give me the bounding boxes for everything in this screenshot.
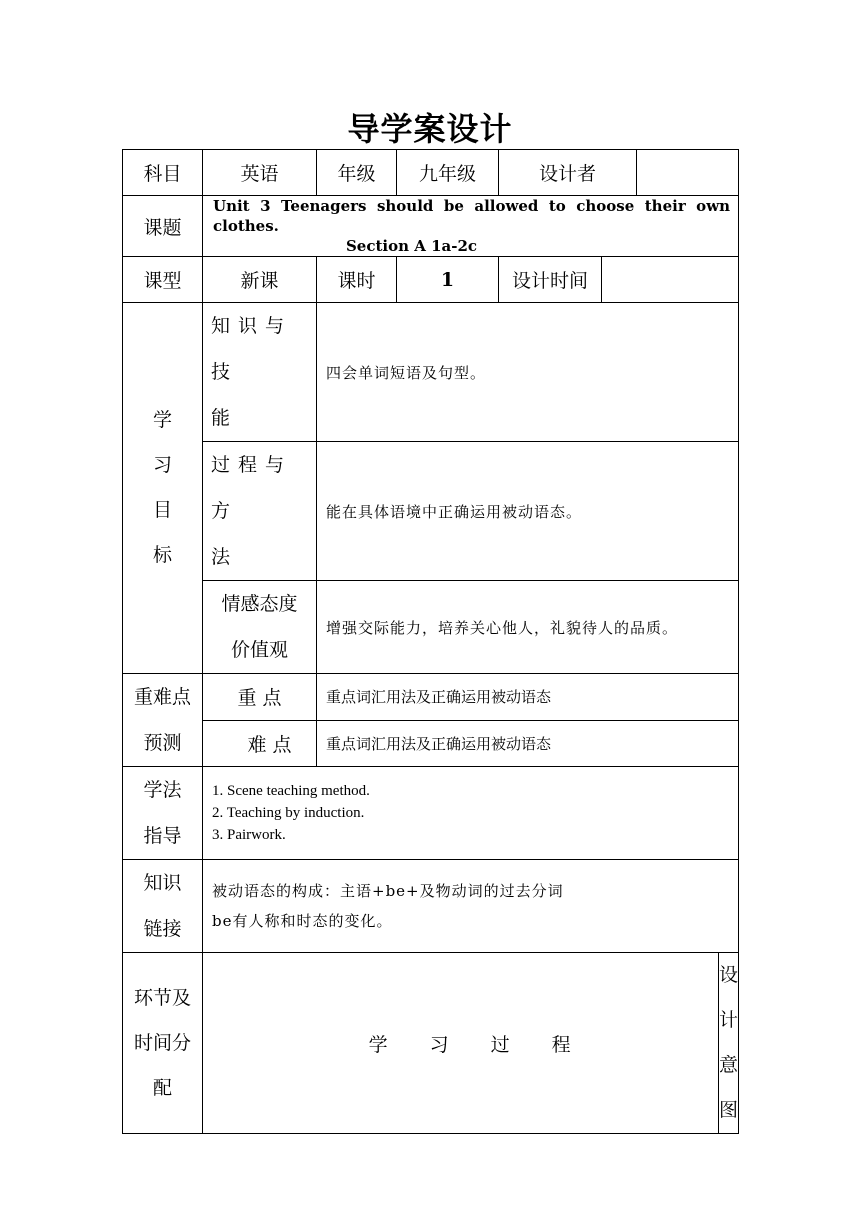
objectives-label (123, 303, 203, 674)
method-item-2: 2. Teaching by induction. (212, 805, 365, 821)
grade-value: 九年级 (397, 150, 499, 196)
objective-text-attitude: 增强交际能力，培养关心他人，礼貌待人的品质。 (317, 581, 739, 674)
designer-value (637, 150, 739, 196)
objectives-char-4: 标 (152, 544, 172, 566)
grade-label: 年级 (317, 150, 397, 196)
topic-cell (203, 196, 739, 257)
type-label: 课型 (123, 257, 203, 303)
subject-value: 英语 (203, 150, 317, 196)
key-point-label: 重 点 (203, 674, 317, 721)
learning-process-title: 学 习 过 程 (203, 953, 719, 1134)
objectives-char-1: 学 (152, 409, 172, 431)
difficult-point-text: 重点词汇用法及正确运用被动语态 (317, 720, 739, 767)
period-label: 课时 (317, 257, 397, 303)
subject-label: 科目 (123, 150, 203, 196)
methods-list (203, 767, 739, 860)
page-title: 导学案设计 (347, 110, 513, 148)
objectives-char-3: 目 (152, 499, 172, 521)
knowledge-line1: 被动语态的构成：主语+be+及物动词的过去分词 (212, 882, 564, 900)
objective-text-process: 能在具体语境中正确运用被动语态。 (317, 442, 739, 581)
topic-line1: Unit 3 Teenagers should be allowed to choose their own clothes. (213, 197, 731, 235)
process-stage-label: 环节及 时间分 配 (123, 953, 203, 1134)
method-item-1: 1. Scene teaching method. (212, 783, 370, 799)
topic-line2: Section A 1a-2c (345, 237, 478, 255)
lesson-plan-table (122, 149, 739, 1134)
objectives-char-2: 习 (152, 454, 172, 476)
objective-text-knowledge: 四会单词短语及句型。 (317, 303, 739, 442)
keypoints-label: 重难点 预测 (123, 674, 203, 767)
knowledge-text (203, 860, 739, 953)
period-value: 1 (397, 257, 499, 303)
objective-label-attitude: 情感态度 价值观 (203, 581, 317, 674)
key-point-text: 重点词汇用法及正确运用被动语态 (317, 674, 739, 721)
methods-label: 学法 指导 (123, 767, 203, 860)
designer-label: 设计者 (499, 150, 637, 196)
topic-label: 课题 (123, 196, 203, 257)
knowledge-label: 知识 链接 (123, 860, 203, 953)
method-item-3: 3. Pairwork. (212, 827, 286, 843)
design-time-value (602, 257, 739, 303)
objective-label-process: 过程与方 法 (203, 442, 317, 581)
difficult-point-label: 难 点 (203, 720, 317, 767)
design-time-label: 设计时间 (499, 257, 602, 303)
design-intent-label: 设计 意图 (719, 953, 739, 1134)
objective-label-knowledge: 知识与技 能 (203, 303, 317, 442)
knowledge-line2: be有人称和时态的变化。 (212, 912, 393, 930)
type-value: 新课 (203, 257, 317, 303)
